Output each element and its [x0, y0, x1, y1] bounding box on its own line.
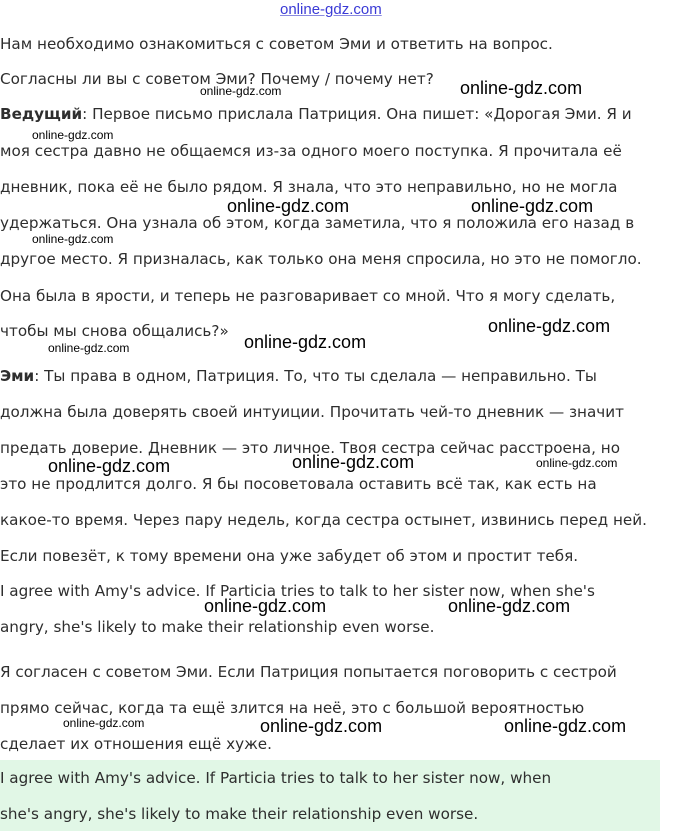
- watermark-text: online-gdz.com: [448, 596, 571, 616]
- watermark-text: online-gdz.com: [48, 341, 130, 355]
- letter-line: другое место. Я призналась, как только она меня спросила, но это не помогло.: [0, 250, 642, 268]
- watermark-text: online-gdz.com: [244, 332, 367, 352]
- answer-en-line: angry, she's likely to make their relationship even worse.: [0, 618, 435, 636]
- reply-line: какое-то время. Через пару недель, когда сестра остынет, извинись перед ней.: [0, 511, 647, 529]
- reply-line: это не продлится долго. Я бы посоветовала оставить всё так, как есть на: [0, 475, 597, 493]
- task-question: Согласны ли вы с советом Эми? Почему / почему нет?: [0, 70, 434, 88]
- watermark-text: online-gdz.com: [204, 596, 327, 616]
- answer-ru-line: Я согласен с советом Эми. Если Патриция попытается поговорить с сестрой: [0, 663, 617, 681]
- speaker-amy: Эми: [0, 367, 35, 385]
- reply-line: : Ты права в одном, Патриция. То, что ты сделала — неправильно. Ты: [34, 367, 597, 385]
- watermark-text: online-gdz.com: [48, 456, 171, 476]
- watermark-text: online-gdz.com: [504, 716, 627, 736]
- task-instruction: Нам необходимо ознакомиться с советом Эми и ответить на вопрос.: [0, 35, 553, 53]
- reply-line: Если повезёт, к тому времени она уже забудет об этом и простит тебя.: [0, 547, 579, 565]
- letter-line: дневник, пока её не было рядом. Я знала, что это неправильно, но не могла: [0, 178, 618, 196]
- speaker-host: Ведущий: [0, 105, 83, 123]
- reply-line: должна была доверять своей интуиции. Прочитать чей-то дневник — значит: [0, 403, 624, 421]
- letter-line: моя сестра давно не общаемся из-за одного моего поступка. Я прочитала её: [0, 142, 622, 160]
- watermark-text: online-gdz.com: [292, 452, 415, 472]
- reply-line: предать доверие. Дневник — это личное. Твоя сестра сейчас расстроена, но: [0, 439, 620, 457]
- watermark-text: online-gdz.com: [471, 196, 594, 216]
- watermark-text: online-gdz.com: [63, 716, 145, 730]
- watermark-header-link[interactable]: online-gdz.com: [280, 1, 382, 18]
- answer-ru-line: сделает их отношения ещё хуже.: [0, 735, 272, 753]
- watermark-text: online-gdz.com: [488, 316, 611, 336]
- watermark-text: online-gdz.com: [460, 78, 583, 98]
- watermark-text: online-gdz.com: [32, 128, 114, 142]
- answer-highlight-line: she's angry, she's likely to make their relationship even worse.: [0, 805, 479, 823]
- answer-highlight-line: I agree with Amy's advice. If Particia tries to talk to her sister now, when: [0, 769, 552, 787]
- letter-line: Она была в ярости, и теперь не разговаривает со мной. Что я могу сделать,: [0, 287, 616, 305]
- letter-first-line: [0, 104, 632, 124]
- reply-first-line: [0, 366, 597, 386]
- letter-line: : Первое письмо прислала Патриция. Она пишет: «Дорогая Эми. Я и: [82, 105, 632, 123]
- watermark-text: online-gdz.com: [32, 232, 114, 246]
- letter-line: чтобы мы снова общались?»: [0, 322, 229, 340]
- answer-en-line: I agree with Amy's advice. If Particia tries to talk to her sister now, when she's: [0, 582, 595, 600]
- watermark-text: online-gdz.com: [227, 196, 350, 216]
- watermark-text: online-gdz.com: [536, 456, 618, 470]
- answer-ru-line: прямо сейчас, когда та ещё злится на неё, это с большой вероятностью: [0, 699, 585, 717]
- watermark-text: online-gdz.com: [200, 84, 282, 98]
- letter-line: удержаться. Она узнала об этом, когда заметила, что я положила его назад в: [0, 214, 635, 232]
- watermark-text: online-gdz.com: [260, 716, 383, 736]
